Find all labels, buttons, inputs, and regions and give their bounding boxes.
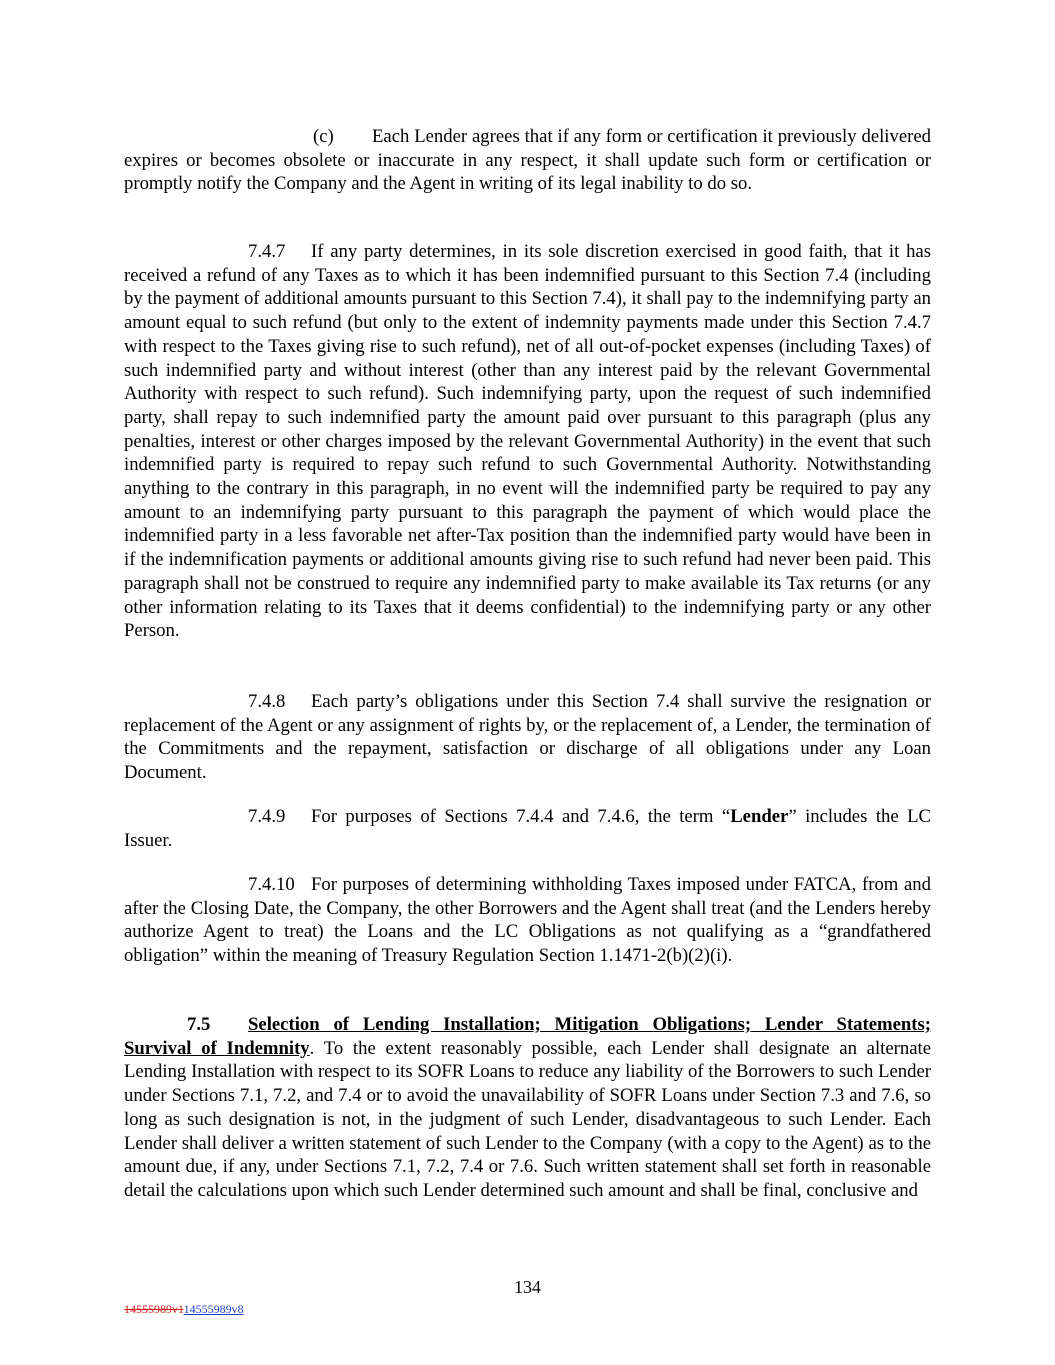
section-text: . To the extent reasonably possible, each Lender shall designate an alternate Lending Installation with respect to its SOFR Loans to reduce any liability of the Borrowers to such Lender under Sections 7.1, 7.2, and 7.4 or to avoid the unavailability of SOFR Loans under Section 7.3 and 7.6, so long as such designation is not, in the judgment of such Lender, disadvantageous to such Lender. Each Lender shall deliver a written statement of such Lender to the Company (with a copy to the Agent) as to the amount due, if any, under Sections 7.1, 7.2, 7.4 or 7.6. Such written statement shall set forth in reasonable detail the calculations upon which such Lender determined such amount and shall be final, conclusive and <box>124 1037 931 1201</box>
section-7-4-10 <box>124 873 931 968</box>
section-7-5 <box>124 1013 931 1203</box>
section-text: Each party’s obligations under this Section 7.4 shall survive the resignation or replacement of the Agent or any assignment of rights by, or the replacement of, a Lender, the termination of the Commitments and the repayment, satisfaction or discharge of all obligations under any Loan Document. <box>124 691 931 784</box>
section-text-before: For purposes of Sections 7.4.4 and 7.4.6, the term “ <box>311 806 731 827</box>
document-id <box>124 1298 244 1322</box>
section-number: 7.4.7 <box>248 241 286 262</box>
page-number: 134 <box>514 1277 541 1297</box>
section-7-4-8 <box>124 690 931 785</box>
paragraph-c <box>124 125 931 196</box>
section-number: 7.5 <box>187 1014 211 1035</box>
section-7-4-9 <box>124 805 931 852</box>
section-number: 7.4.10 <box>248 874 295 895</box>
section-text: If any party determines, in its sole discretion exercised in good faith, that it has received a refund of any Taxes as to which it has been indemnified pursuant to this Section 7.4 (including by the payment of additional amounts pursuant to this Section 7.4), it shall pay to the indemnifying party an amount equal to such refund (but only to the extent of indemnity payments made under this Section 7.4.7 with respect to the Taxes giving rise to such refund), net of all out-of-pocket expenses (including Taxes) of such indemnified party and without interest (other than any interest paid by the relevant Governmental Authority with respect to such refund). Such indemnifying party, upon the request of such indemnified party, shall repay to such indemnified party the amount paid over pursuant to this paragraph (plus any penalties, interest or other charges imposed by the relevant Governmental Authority) in the event that such indemnified party is required to repay such refund to such Governmental Authority. Notwithstanding anything to the contrary in this paragraph, in no event will the indemnified party be required to pay any amount to an indemnifying party pursuant to this paragraph the payment of which would place the indemnified party in a less favorable net after-Tax position than the indemnified party would have been in if the indemnification payments or additional amounts giving rise to such refund had never been paid. This paragraph shall not be construed to require any indemnified party to make available its Tax returns (or any other information relating to its Taxes that it deems confidential) to the indemnifying party or any other Person. <box>124 241 931 642</box>
defined-term-lender: Lender <box>730 806 789 827</box>
section-text-after: ” includes the LC Issuer. <box>124 806 931 851</box>
para-c-label: (c) <box>313 126 334 147</box>
section-text: For purposes of determining withholding Taxes imposed under FATCA, from and after the Closing Date, the Company, the other Borrowers and the Agent shall treat (and the Lenders hereby authorize Agent to treat) the Loans and the LC Obligations as not qualifying as a “grandfathered obligation” within the meaning of Treasury Regulation Section 1.1471-2(b)(2)(i). <box>124 874 931 967</box>
para-c-text: Each Lender agrees that if any form or certification it previously delivered expires or becomes obsolete or inaccurate in any respect, it shall update such form or certification or promptly notify the Company and the Agent in writing of its legal inability to do so. <box>124 126 931 195</box>
section-number: 7.4.8 <box>248 691 286 712</box>
document-id-inserted: 14555989v8 <box>183 1302 244 1316</box>
section-number: 7.4.9 <box>248 806 286 827</box>
section-heading: Selection of Lending Installation; Mitigation Obligations; Lender Statements; Survival of Indemnity <box>124 1014 931 1059</box>
section-7-4-7 <box>124 240 931 643</box>
document-id-deleted: 14555989v1 <box>124 1302 184 1316</box>
